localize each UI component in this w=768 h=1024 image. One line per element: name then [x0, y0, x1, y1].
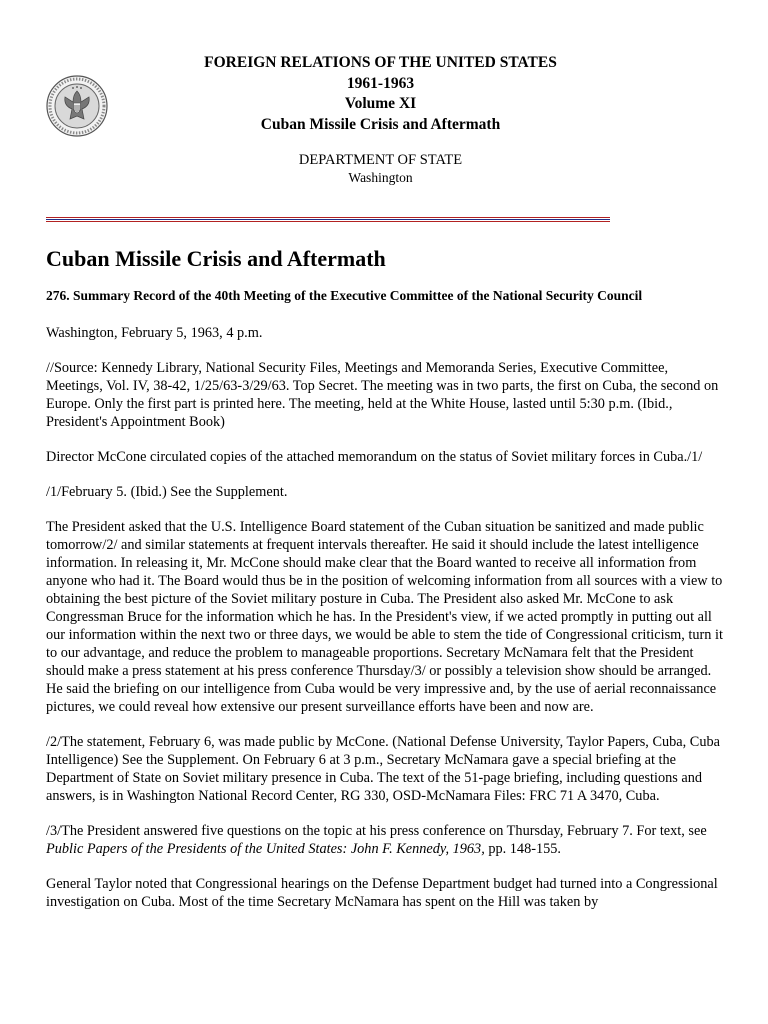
footnote-3-pages: pp. 148-155.: [484, 841, 562, 857]
volume-title: Cuban Missile Crisis and Aftermath: [260, 115, 501, 133]
department-name: DEPARTMENT OF STATE: [298, 152, 463, 168]
source-note: //Source: Kennedy Library, National Security Files, Meetings and Memoranda Series, Executive Committee, Meetings, Vol. IV, 38-42, 1/25/63-3/29/63. Top Secret. The meeting was in two parts, the first on Cuba, the second on Europe. Only the first part is printed here. The meeting, held at the White House, lasted until 5:30 p.m. (Ibid., President's Appointment Book): [46, 360, 719, 430]
page-title: Cuban Missile Crisis and Aftermath: [46, 246, 386, 271]
paragraph-mccone: Director McCone circulated copies of the attached memorandum on the status of Soviet military forces in Cuba./1/: [46, 449, 703, 465]
header-divider: [46, 217, 610, 223]
year-range: 1961-1963: [346, 74, 415, 92]
paragraph-president: The President asked that the U.S. Intelligence Board statement of the Cuban situation be sanitized and made public tomorrow/2/ and similar statements at frequent intervals thereafter. He said it should include the latest intelligence information. In releasing it, Mr. McCone should make clear that the Board wanted to receive all information from anyone who had it. The Board would thus be in the position of welcoming information from all sources with a view to obtaining the best picture of the Soviet military posture in Cuba. The President also asked Mr. McCone to ask Congressman Bruce for the information which he has. In the President's view, if we acted promptly in putting out all our information within the next two or three days, we would be able to stem the tide of Congressional criticism, turn it to our advantage, and reduce the problem to manageable proportions. Secretary McNamara felt that the President should make a press statement at his press conference Thursday/3/ or possibly a television show should be arranged. He said the briefing on our intelligence from Cuba would be very impressive and, by the use of aerial reconnaissance pictures, we could reveal how extensive our present surveillance efforts have been and now are.: [46, 519, 723, 715]
department-city: Washington: [348, 170, 413, 185]
record-title: 276. Summary Record of the 40th Meeting of the Executive Committee of the National Security Council: [46, 288, 643, 303]
volume-number: Volume XI: [344, 95, 417, 112]
publication-heading: [148, 53, 613, 186]
footnote-2: /2/The statement, February 6, was made public by McCone. (National Defense University, Taylor Papers, Cuba, Cuba Intelligence) See the Supplement. On February 6 at 3 p.m., Secretary McNamara gave a special briefing at the Department of State on Soviet military presence in Cuba. The text of the 51-page briefing, including questions and answers, is in Washington National Record Center, RG 330, OSD-McNamara Files: FRC 71 A 3470, Cuba.: [46, 734, 720, 804]
footnote-3-citation: Public Papers of the Presidents of the United States: John F. Kennedy, 1963,: [46, 841, 485, 857]
document-body: [46, 245, 726, 928]
series-title: FOREIGN RELATIONS OF THE UNITED STATES: [204, 54, 557, 71]
footnote-3: [46, 822, 726, 858]
dateline: Washington, February 5, 1963, 4 p.m.: [46, 325, 263, 341]
department-of-state-seal-icon: [46, 75, 108, 137]
paragraph-taylor: General Taylor noted that Congressional hearings on the Defense Department budget had turned into a Congressional investigation on Cuba. Most of the time Secretary McNamara has spent on the Hill was taken by: [46, 876, 718, 910]
footnote-1: /1/February 5. (Ibid.) See the Supplement.: [46, 484, 288, 500]
footnote-3-text: /3/The President answered five questions on the topic at his press conference on Thursday, February 7. For text, see: [46, 823, 707, 839]
masthead: [46, 53, 726, 203]
